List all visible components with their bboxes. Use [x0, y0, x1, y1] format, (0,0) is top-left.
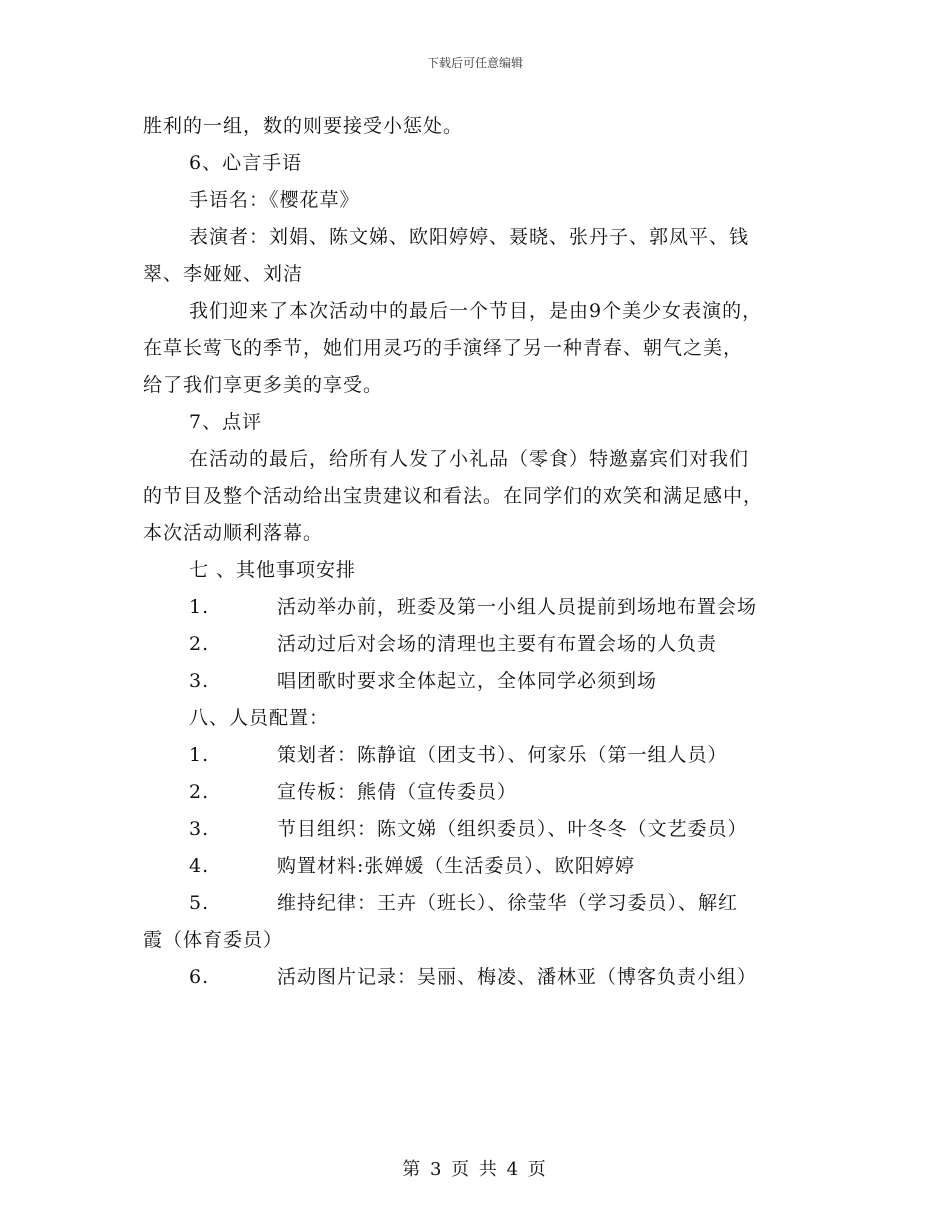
page-header: 下载后可任意编辑 [426, 56, 523, 70]
paragraph-line: 本次活动顺利落幕。 [143, 522, 324, 544]
list-number: 5. [189, 892, 210, 914]
list-number: 2. [189, 781, 210, 803]
list-number: 1. [189, 596, 210, 618]
list-text: 活动举办前，班委及第一小组人员提前到场地布置会场 [277, 596, 758, 618]
paragraph-line: 给了我们享更多美的享受。 [143, 374, 384, 396]
paragraph-line: 翠、李娅娅、刘洁 [143, 263, 304, 285]
list-text: 维持纪律：王卉（班长）、徐莹华（学习委员）、解红 [277, 892, 739, 914]
paragraph-line: 我们迎来了本次活动中的最后一个节目，是由9个美少女表演的， [189, 300, 763, 322]
paragraph-line: 手语名：《樱花草》 [189, 189, 360, 211]
list-text: 节目组织：陈文娣（组织委员）、叶冬冬（文艺委员） [277, 818, 748, 840]
list-text: 活动过后对会场的清理也主要有布置会场的人负责 [277, 633, 718, 655]
list-item [143, 959, 808, 996]
page-footer: 第 3 页 共 4 页 [402, 1159, 548, 1180]
list-text: 购置材料:张婵媛（生活委员）、欧阳婷婷 [277, 855, 635, 877]
list-item [143, 737, 808, 774]
paragraph-line: 在草长莺飞的季节，她们用灵巧的手演绎了另一种青春、朝气之美， [143, 337, 744, 359]
list-number: 4. [189, 855, 210, 877]
paragraph-line: 的节目及整个活动给出宝贵建议和看法。在同学们的欢笑和满足感中， [143, 485, 764, 507]
list-text: 策划者：陈静谊（团支书）、何家乐（第一组人员） [277, 744, 728, 766]
list-item [143, 663, 808, 700]
list-text: 宣传板：熊倩（宣传委员） [277, 781, 518, 803]
paragraph-line: 霞（体育委员） [143, 929, 284, 951]
list-text: 活动图片记录：吴丽、梅凌、潘林亚（博客负责小组） [277, 966, 758, 988]
section-heading: 6、心言手语 [189, 152, 303, 174]
list-number: 2. [189, 633, 210, 655]
list-item [143, 848, 808, 885]
section-heading: 八、人员配置： [189, 707, 330, 729]
section-heading: 七 、其他事项安排 [189, 559, 357, 581]
list-text: 唱团歌时要求全体起立，全体同学必须到场 [277, 670, 658, 692]
list-number: 3. [189, 670, 210, 692]
list-item [143, 774, 808, 811]
list-item [143, 811, 808, 848]
list-item [143, 589, 808, 626]
paragraph-line: 胜利的一组，数的则要接受小惩处。 [143, 115, 464, 137]
list-item [143, 885, 808, 922]
paragraph-line: 表演者：刘娟、陈文娣、欧阳婷婷、聂晓、张丹子、郭凤平、钱 [189, 226, 750, 248]
list-number: 6. [189, 966, 210, 988]
section-heading: 7、点评 [189, 411, 263, 433]
paragraph-line: 在活动的最后，给所有人发了小礼品（零食）特邀嘉宾们对我们 [189, 448, 750, 470]
list-number: 1. [189, 744, 210, 766]
list-number: 3. [189, 818, 210, 840]
list-item [143, 626, 808, 663]
document-body [143, 108, 808, 996]
